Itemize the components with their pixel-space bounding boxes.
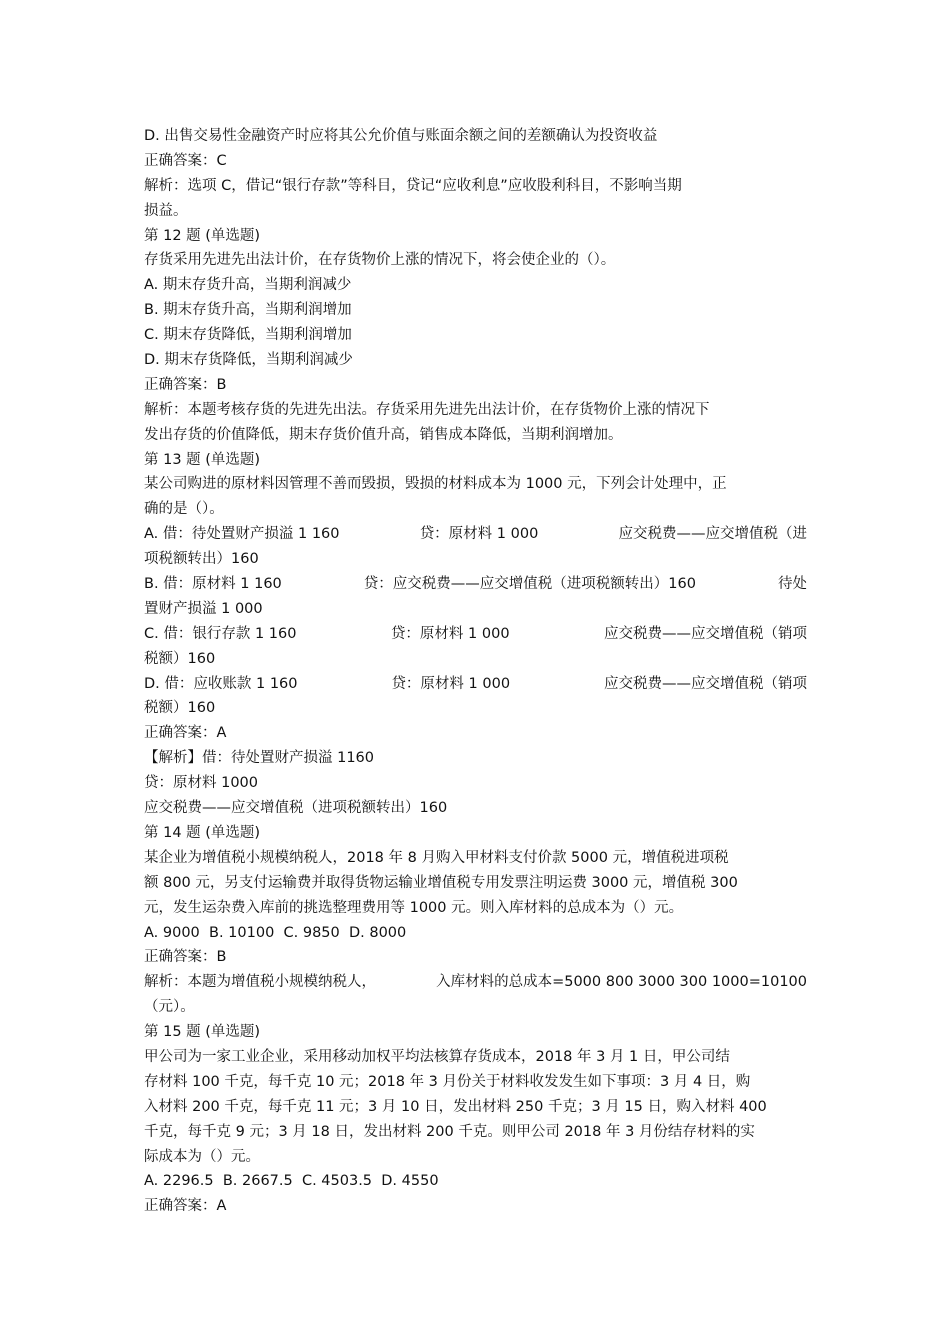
question-text: 存材料 100 千克，每千克 10 元；2018 年 3 月份关于材料收发发生如下事项：3 月 4 日，购 xyxy=(144,1073,751,1090)
option-segment: C. 借：银行存款 1 160 xyxy=(144,625,297,642)
question-heading: 第 14 题 (单选题) xyxy=(144,824,261,841)
option-segment: 贷：应交税费——应交增值税（进项税额转出）160 xyxy=(363,576,696,593)
option-line: A. 期末存货升高，当期利润减少 xyxy=(144,277,352,294)
analysis-line: 解析：选项 C，借记“银行存款”等科目，贷记“应收利息”应收股利科目，不影响当期 xyxy=(144,177,682,194)
question-text: 际成本为（）元。 xyxy=(144,1148,260,1165)
option-line: A. 2296.5 B. 2667.5 C. 4503.5 D. 4550 xyxy=(144,1173,439,1190)
option-line xyxy=(144,572,807,597)
option-segment: 待处 xyxy=(777,576,807,593)
option-line: 税额）160 xyxy=(144,700,216,717)
option-segment: 应交税费——应交增值税（销项 xyxy=(603,675,807,692)
answer-line: 正确答案：B xyxy=(144,949,227,966)
analysis-line: 发出存货的价值降低，期末存货价值升高，销售成本降低，当期利润增加。 xyxy=(144,426,623,443)
analysis-line: （元）。 xyxy=(144,999,195,1016)
option-line: B. 期末存货升高，当期利润增加 xyxy=(144,302,352,319)
question-text: 某企业为增值税小规模纳税人，2018 年 8 月购入甲材料支付价款 5000 元，增值税进项税 xyxy=(144,849,729,866)
question-text: 元，发生运杂费入库前的挑选整理费用等 1000 元。则入库材料的总成本为（）元。 xyxy=(144,899,684,916)
question-text: 千克，每千克 9 元；3 月 18 日，发出材料 200 千克。则甲公司 2018 年 3 月份结存材料的实 xyxy=(144,1123,755,1140)
question-text: 某公司购进的原材料因管理不善而毁损，毁损的材料成本为 1000 元，下列会计处理中，正 xyxy=(144,476,727,493)
option-segment: D. 借：应收账款 1 160 xyxy=(144,675,298,692)
answer-line: 正确答案：A xyxy=(144,725,227,742)
option-line xyxy=(144,672,807,697)
option-line: D. 期末存货降低，当期利润减少 xyxy=(144,352,353,369)
answer-line: 正确答案：B xyxy=(144,376,227,393)
question-heading: 第 13 题 (单选题) xyxy=(144,451,261,468)
analysis-segment: 解析：本题为增值税小规模纳税人， xyxy=(144,974,376,991)
option-segment: 应交税费——应交增值税（进 xyxy=(618,526,807,543)
option-line: 税额）160 xyxy=(144,650,216,667)
option-line: C. 期末存货降低，当期利润增加 xyxy=(144,327,352,344)
option-segment: A. 借：待处置财产损溢 1 160 xyxy=(144,526,340,543)
analysis-segment: 入库材料的总成本=5000 800 3000 300 1000=10100 xyxy=(436,974,807,991)
question-heading: 第 12 题 (单选题) xyxy=(144,227,261,244)
answer-line: 正确答案：A xyxy=(144,1198,227,1215)
option-line: D. 出售交易性金融资产时应将其公允价值与账面余额之间的差额确认为投资收益 xyxy=(144,128,658,144)
option-segment: 贷：原材料 1 000 xyxy=(391,675,511,692)
analysis-line xyxy=(144,970,807,995)
question-text: 入材料 200 千克，每千克 11 元；3 月 10 日，发出材料 250 千克；3 月 15 日，购入材料 400 xyxy=(144,1098,767,1115)
question-text: 确的是（）。 xyxy=(144,501,224,518)
option-segment: B. 借：原材料 1 160 xyxy=(144,576,282,593)
option-line xyxy=(144,522,807,547)
answer-line: 正确答案：C xyxy=(144,152,227,169)
question-heading: 第 15 题 (单选题) xyxy=(144,1024,261,1041)
option-segment: 贷：原材料 1 000 xyxy=(390,625,510,642)
document-body xyxy=(144,124,807,1219)
option-segment: 应交税费——应交增值税（销项 xyxy=(604,625,807,642)
analysis-line: 应交税费——应交增值税（进项税额转出）160 xyxy=(144,800,448,817)
question-text: 额 800 元，另支付运输费并取得货物运输业增值税专用发票注明运费 3000 元，增值税 300 xyxy=(144,874,738,891)
analysis-line: 解析：本题考核存货的先进先出法。存货采用先进先出法计价，在存货物价上涨的情况下 xyxy=(144,401,710,418)
option-line: 项税额转出）160 xyxy=(144,551,259,568)
option-segment: 贷：原材料 1 000 xyxy=(419,526,539,543)
option-line xyxy=(144,622,807,647)
question-text: 存货采用先进先出法计价，在存货物价上涨的情况下，将会使企业的（）。 xyxy=(144,252,616,269)
option-line: A. 9000 B. 10100 C. 9850 D. 8000 xyxy=(144,924,407,941)
analysis-line: 【解析】借：待处置财产损溢 1160 xyxy=(144,750,375,767)
option-line: 置财产损溢 1 000 xyxy=(144,600,263,617)
question-text: 甲公司为一家工业企业，采用移动加权平均法核算存货成本，2018 年 3 月 1 日，甲公司结 xyxy=(144,1048,730,1065)
analysis-line: 贷：原材料 1000 xyxy=(144,775,259,792)
analysis-line: 损益。 xyxy=(144,202,188,219)
